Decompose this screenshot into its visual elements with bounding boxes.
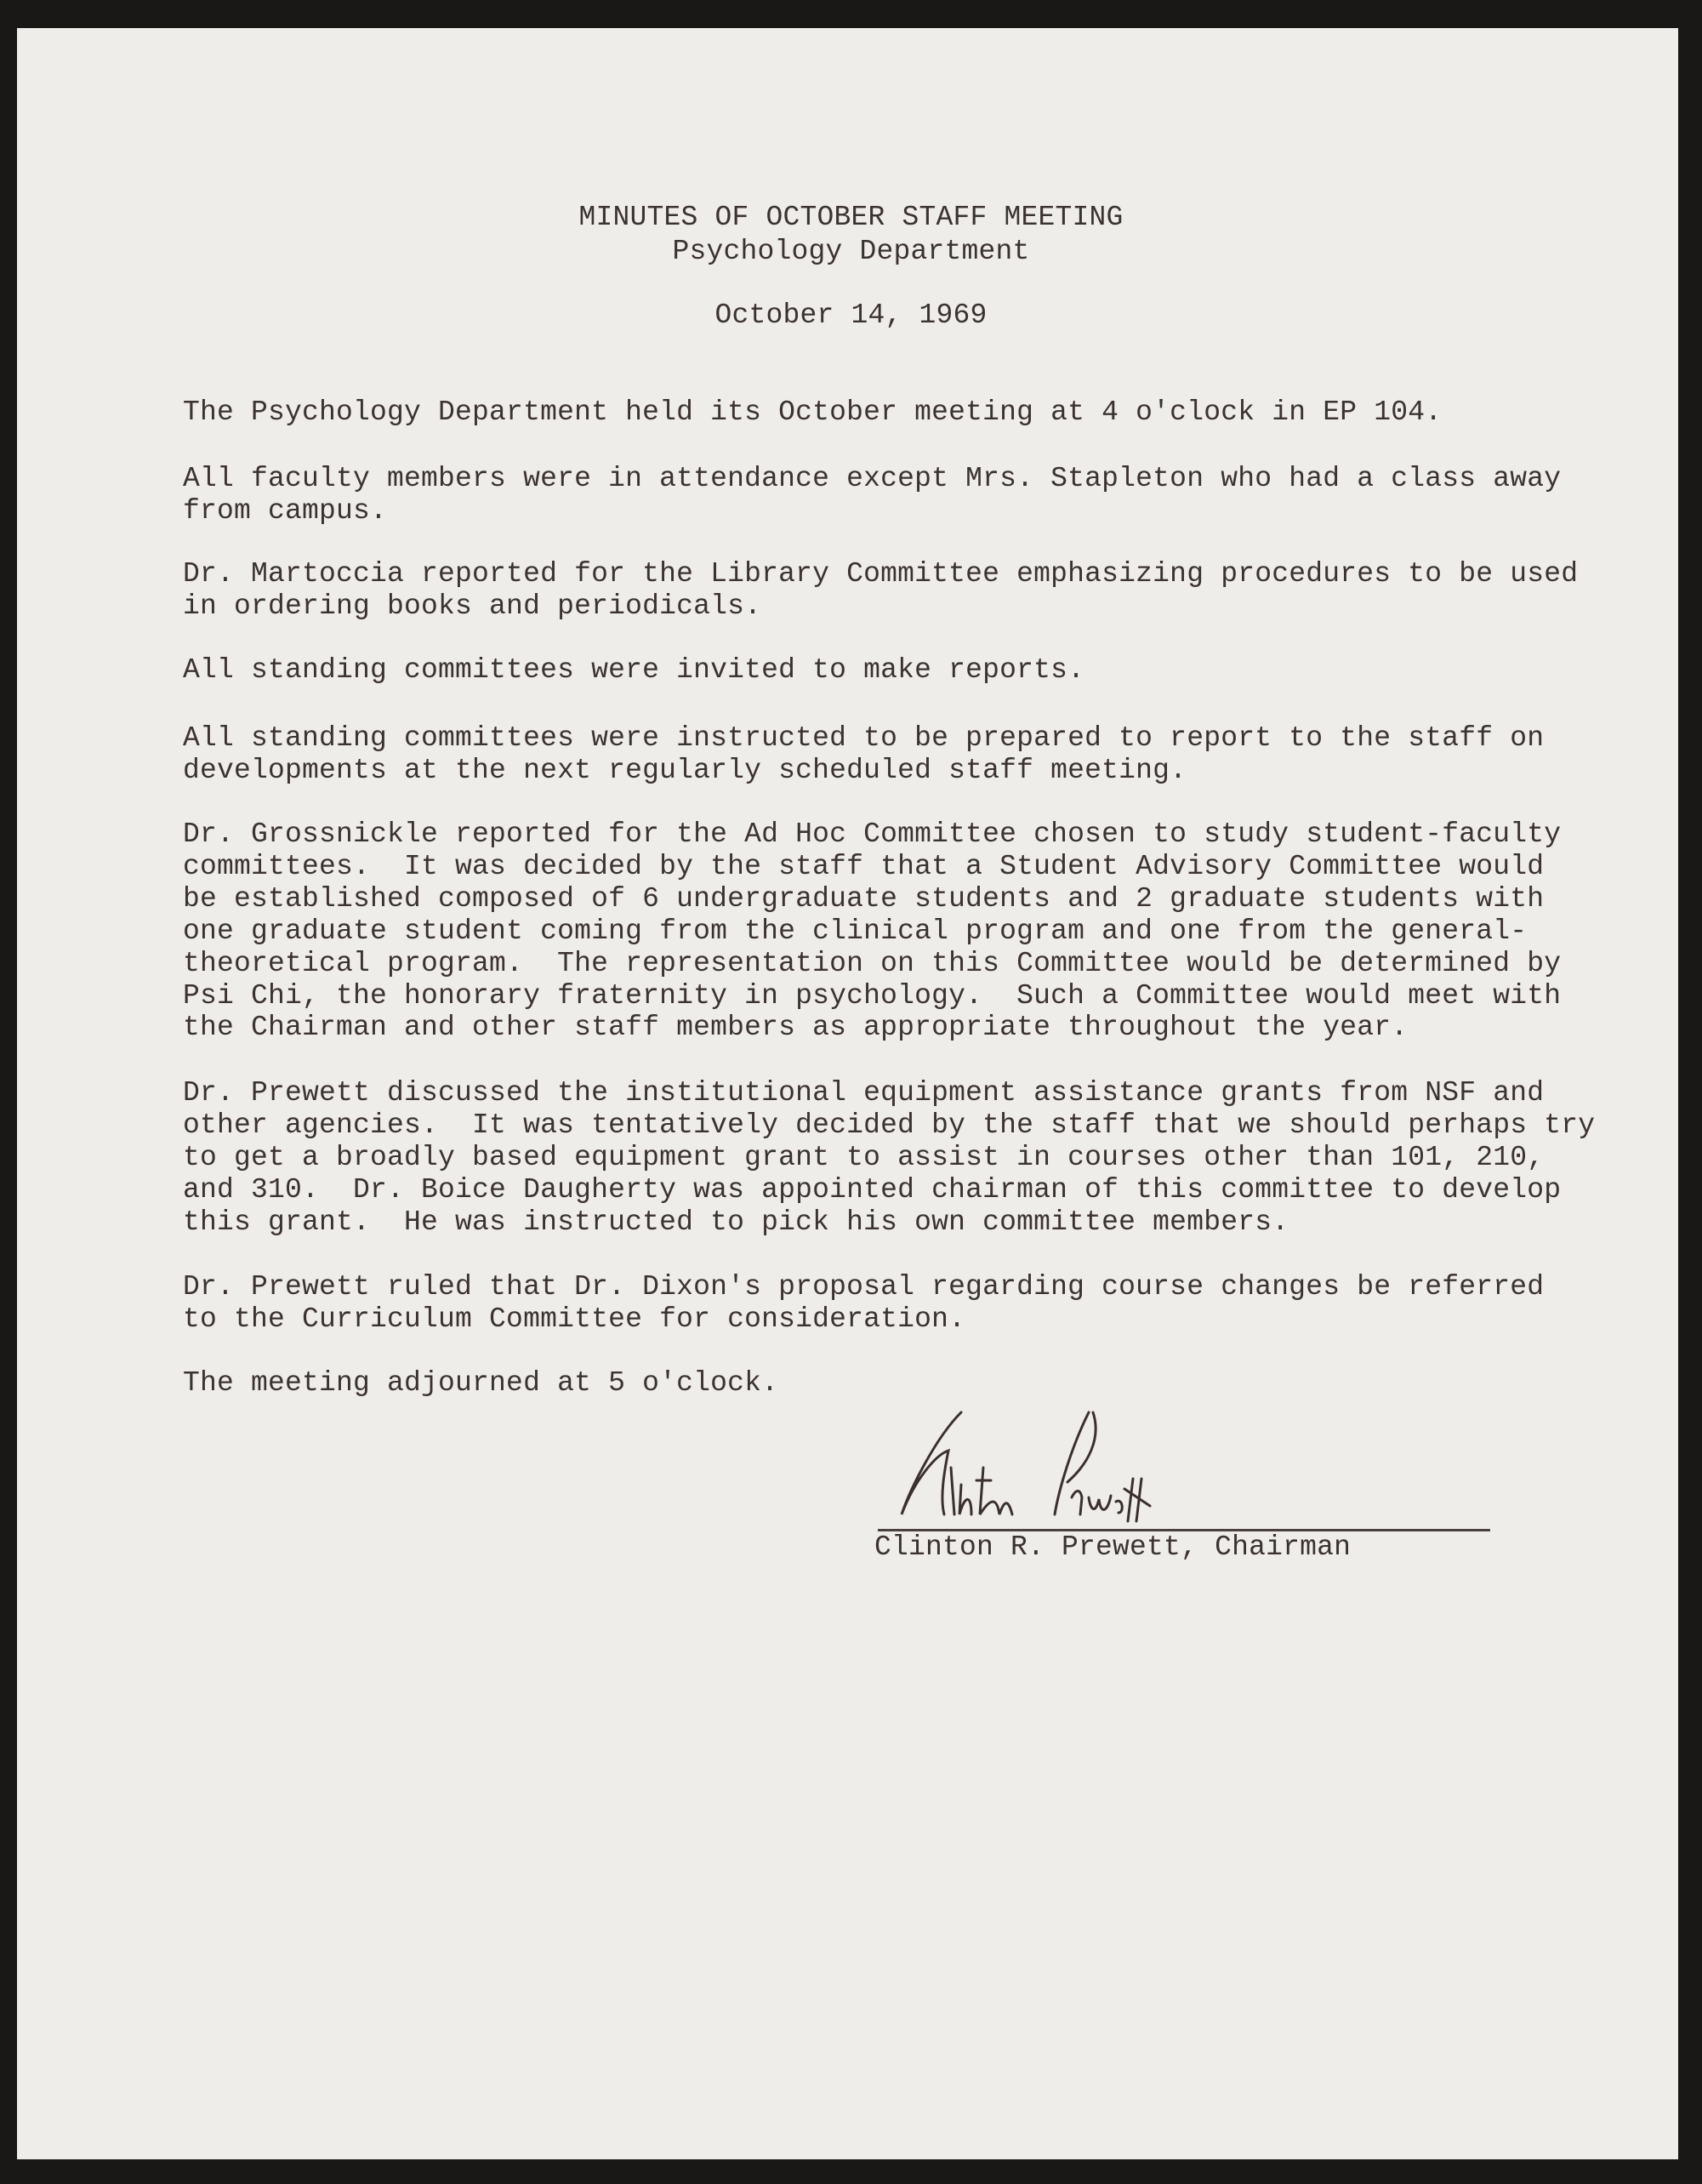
paragraph-line: All standing committees were instructed to be prepared to report to the staff on [183, 722, 1545, 754]
paragraph-line: be established composed of 6 undergraduate students and 2 graduate students with [183, 882, 1545, 915]
paragraph-line: and 310. Dr. Boice Daugherty was appointed chairman of this committee to develop [183, 1173, 1562, 1206]
paragraph-line: the Chairman and other staff members as appropriate throughout the year. [183, 1012, 1409, 1044]
paragraph-line: Dr. Prewett discussed the institutional equipment assistance grants from NSF and [183, 1077, 1545, 1109]
paragraph-line: Dr. Grossnickle reported for the Ad Hoc Committee chosen to study student-faculty [183, 818, 1562, 850]
paragraph-line: The Psychology Department held its October meeting at 4 o'clock in EP 104. [183, 396, 1443, 428]
paragraph-line: The meeting adjourned at 5 o'clock. [183, 1367, 779, 1399]
paragraph-line: theoretical program. The representation on this Committee would be determined by [183, 947, 1562, 979]
paragraph-line: to get a broadly based equipment grant to assist in courses other than 101, 210, [183, 1141, 1545, 1173]
paragraph-line: from campus. [183, 494, 388, 527]
paragraph-line: this grant. He was instructed to pick his own committee members. [183, 1206, 1289, 1238]
department-subtitle: Psychology Department [672, 236, 1030, 267]
handwritten-signature [876, 1404, 1352, 1531]
paragraph-line: other agencies. It was tentatively decided by the staff that we should perhaps try [183, 1109, 1596, 1141]
meeting-date: October 14, 1969 [714, 299, 988, 331]
paragraph-line: to the Curriculum Committee for consideration. [183, 1303, 966, 1335]
typed-signatory-name: Clinton R. Prewett, Chairman [874, 1531, 1352, 1563]
paragraph-line: developments at the next regularly scheduled staff meeting. [183, 754, 1187, 786]
paragraph-line: Dr. Martoccia reported for the Library Committee emphasizing procedures to be used [183, 558, 1579, 590]
paragraph-line: All standing committees were invited to make reports. [183, 654, 1085, 686]
paragraph-line: one graduate student coming from the clinical program and one from the general- [183, 915, 1528, 947]
paragraph-line: committees. It was decided by the staff that a Student Advisory Committee would [183, 850, 1545, 882]
paragraph-line: in ordering books and periodicals. [183, 590, 762, 622]
paragraph-line: Psi Chi, the honorary fraternity in psychology. Such a Committee would meet with [183, 979, 1562, 1012]
paragraph-line: All faculty members were in attendance except Mrs. Stapleton who had a class away [183, 463, 1562, 494]
document-title: MINUTES OF OCTOBER STAFF MEETING [578, 202, 1124, 233]
paragraph-line: Dr. Prewett ruled that Dr. Dixon's proposal regarding course changes be referred [183, 1271, 1545, 1303]
